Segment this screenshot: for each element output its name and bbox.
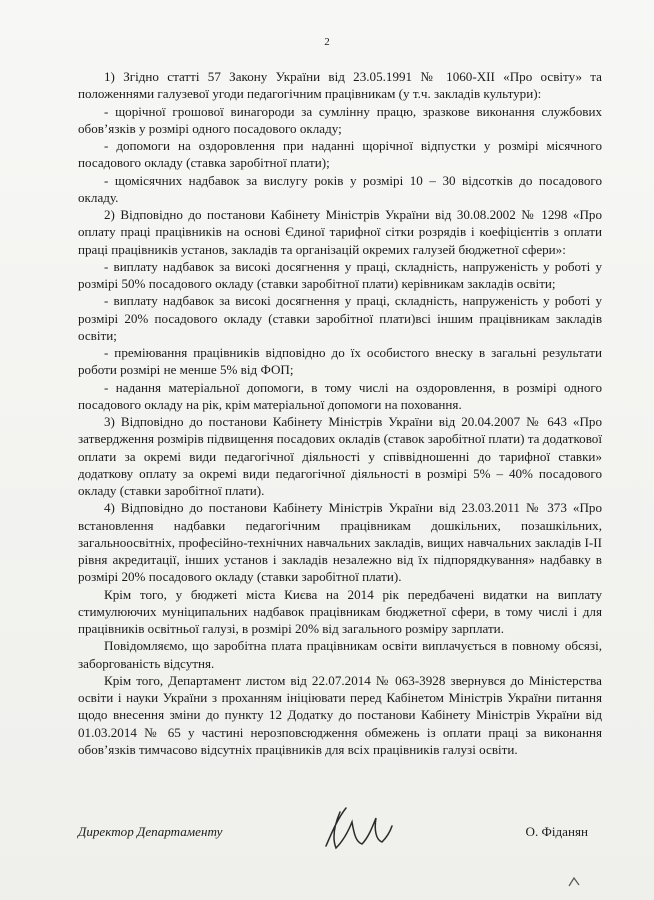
paragraph: Крім того, Департамент листом від 22.07.2014 № 063-3928 звернувся до Міністерства освіти і науки України з проханням ініціювати перед Кабінетом Міністрів України питання щодо внесення зміни до пункту 12 Додатку до постанови Кабінету Міністрів України від 01.03.2014 № 65 у частині нерозповсюдження обмежень із оплати праці за виконання обов’язків тимчасово відсутніх працівників для всіх працівників галузі освіти.	[78, 672, 602, 757]
paragraph: 4) Відповідно до постанови Кабінету Міністрів України від 23.03.2011 № 373 «Про встановлення надбавки педагогічним працівникам дошкільних, позашкільних, загальноосвітніх, професійно-технічних навчальних закладів, вищих навчальних закладів І-ІІ рівня акредитації, інших установ і закладів незалежно від їх підпорядкування» надбавку в розмірі 20% посадового окладу (ставки заробітної плати).	[78, 500, 602, 585]
paragraph: - виплату надбавок за високі досягнення у праці, складність, напруженість у роботі у розмірі 50% посадового окладу (ставки заробітної плати) керівникам закладів освіти;	[78, 258, 602, 291]
paragraph: - виплату надбавок за високі досягнення у праці, складність, напруженість у роботі у розмірі 20% посадового окладу (ставки заробітної плати)всі іншим працівникам закладів освіти;	[78, 293, 602, 343]
signatory-title: Директор Департаменту	[78, 824, 223, 839]
paragraph: Крім того, у бюджеті міста Києва на 2014 рік передбачені видатки на виплату стимулюючих муніципальних надбавок працівникам бюджетної сфери, в тому числі і для працівників освітньої галузі, в розмірі 20% від загального розміру зарплати.	[78, 586, 602, 636]
paragraph: 3) Відповідно до постанови Кабінету Міністрів України від 20.04.2007 № 643 «Про затвердження розмірів підвищення посадових окладів (ставок заробітної плати) та додаткової оплати за окремі види педагогічної діяльності у співвідношенні до тарифної ставки» додаткову оплату за окремі види педагогічної діяльності в розмірі 5% – 40% посадового окладу (ставки заробітної плати).	[78, 414, 602, 498]
paragraph: 2) Відповідно до постанови Кабінету Міністрів України від 30.08.2002 № 1298 «Про оплату праці працівників на основі Єдиної тарифної сітки розрядів і коефіцієнтів з оплати праці працівників установ, закладів та організацій окремих галузей бюджетної сфери»:	[78, 207, 602, 257]
paragraph: - преміювання працівників відповідно до їх особистого внеску в загальні результати роботи розмірі не менше 5% від ФОП;	[78, 345, 602, 378]
paragraph: - допомоги на оздоровлення при наданні щорічної відпустки у розмірі місячного посадового окладу (ставка заробітної плати);	[78, 138, 602, 171]
paragraph: 1) Згідно статті 57 Закону України від 23.05.1991 № 1060-ХІІ «Про освіту» та положеннями галузевої угоди педагогічним працівникам (у т.ч. закладів культури):	[78, 69, 602, 102]
document-body	[78, 68, 602, 758]
paragraph: - щорічної грошової винагороди за сумлінну працю, зразкове виконання службових обов’язків у розмірі одного посадового окладу;	[78, 103, 602, 136]
paragraph: - надання матеріальної допомоги, в тому числі на оздоровлення, в розмірі одного посадового окладу на рік, крім матеріальної допомоги на поховання.	[78, 379, 602, 412]
signatory-name: О. Фіданян	[525, 824, 588, 839]
scan-mark-icon	[567, 876, 583, 888]
paragraph: Повідомляємо, що заробітна плата працівникам освіти виплачується в повному обсязі, заборгованість відсутня.	[78, 638, 602, 671]
handwritten-signature	[318, 802, 398, 854]
paragraph: - щомісячних надбавок за вислугу років у розмірі 10 – 30 відсотків до посадового окладу.	[78, 172, 602, 205]
page-number: 2	[324, 36, 330, 48]
